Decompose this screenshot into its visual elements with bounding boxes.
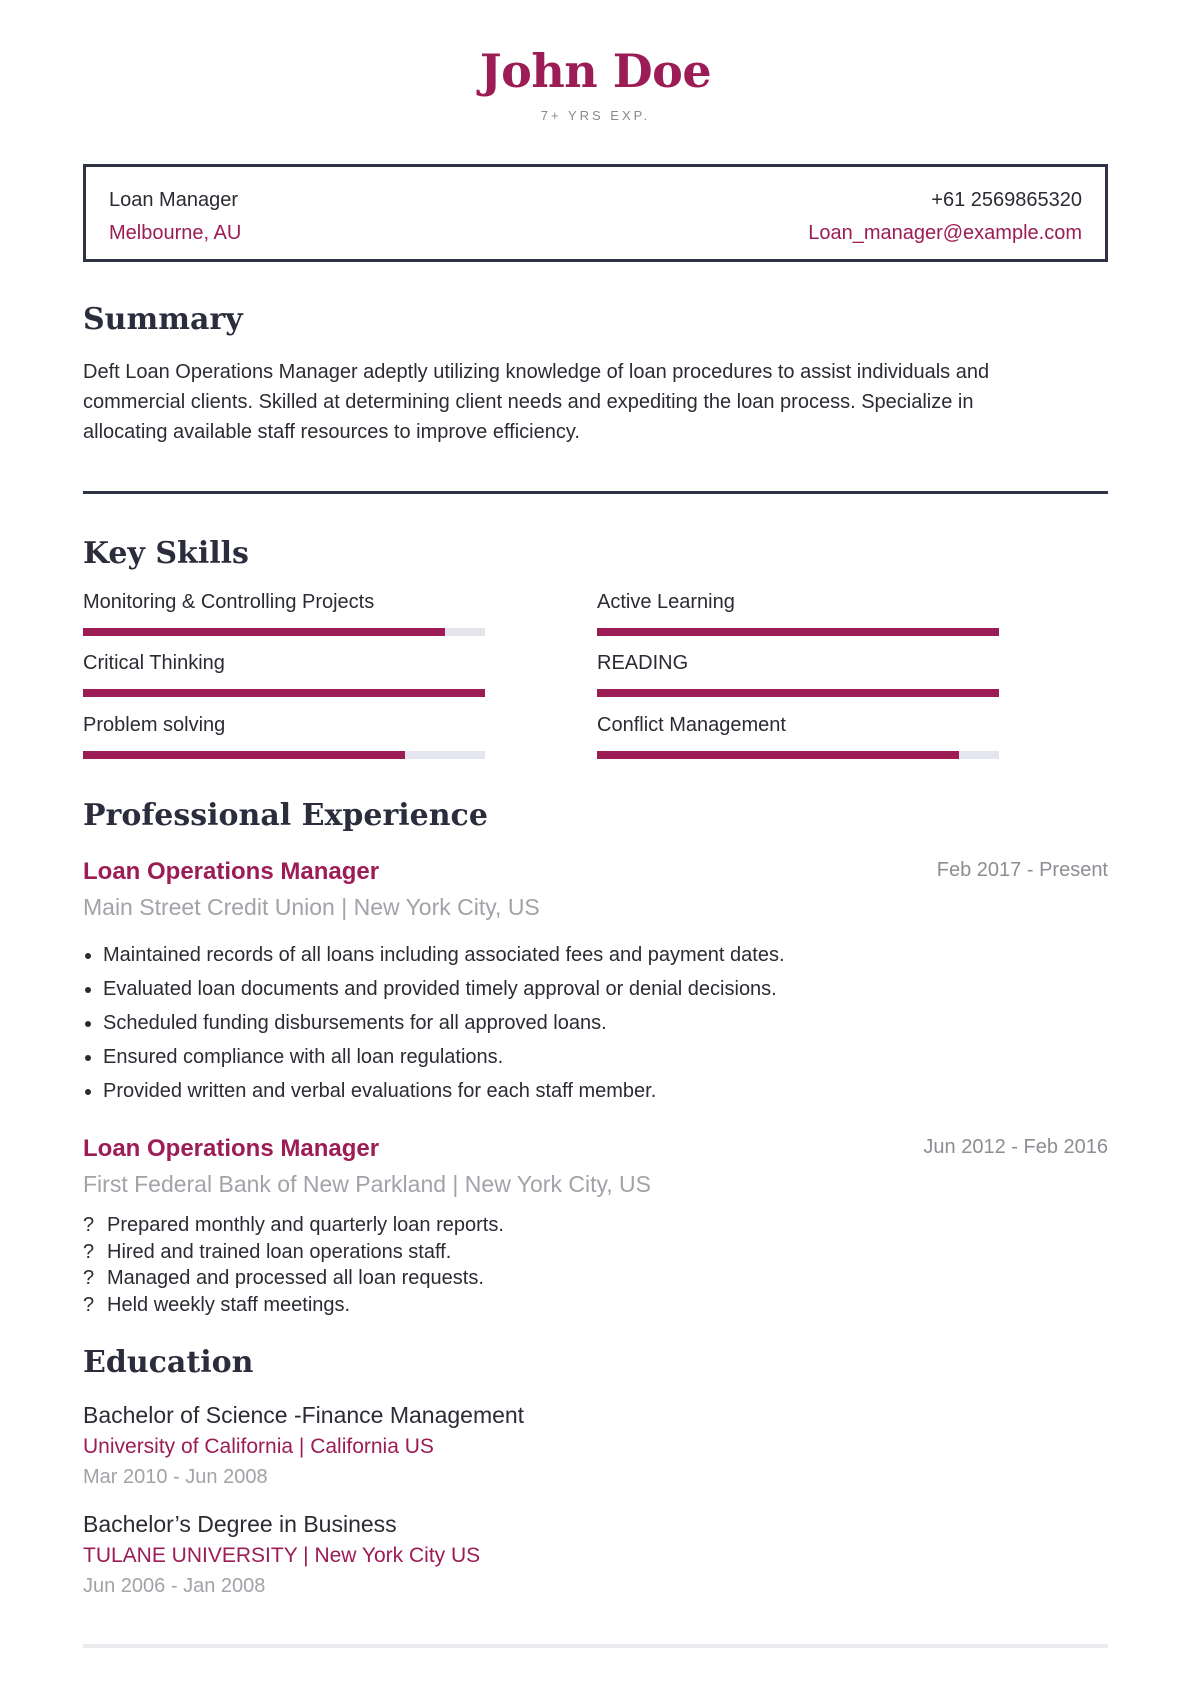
- list-item-text: Managed and processed all loan requests.: [107, 1267, 484, 1289]
- skill-bar: [597, 689, 999, 697]
- list-item: Ensured compliance with all loan regulations.: [83, 1040, 785, 1074]
- bullet-marker: ?: [83, 1214, 95, 1236]
- skill-bar-fill: [597, 628, 999, 636]
- skill-label: Conflict Management: [597, 714, 786, 736]
- job-dates: Jun 2012 - Feb 2016: [923, 1136, 1108, 1158]
- edu-degree: Bachelor’s Degree in Business: [83, 1511, 397, 1537]
- skill-bar: [83, 689, 485, 697]
- list-item: [83, 1292, 504, 1319]
- skill-item: [597, 591, 999, 621]
- list-item-text: Prepared monthly and quarterly loan reports.: [107, 1214, 504, 1236]
- section-divider: [83, 491, 1108, 494]
- skill-bar-fill: [83, 628, 445, 636]
- skill-label: Critical Thinking: [83, 652, 225, 674]
- list-item: Maintained records of all loans including associated fees and payment dates.: [83, 938, 785, 972]
- contact-box: [83, 164, 1108, 262]
- skill-label: READING: [597, 652, 689, 674]
- skill-item: [597, 652, 999, 682]
- skill-item: [83, 714, 485, 744]
- edu-dates: Jun 2006 - Jan 2008: [83, 1575, 266, 1597]
- job-company: First Federal Bank of New Parkland | New York City, US: [83, 1171, 651, 1197]
- job-bullet-list: [83, 1212, 504, 1318]
- skill-item: [597, 714, 999, 744]
- edu-school: TULANE UNIVERSITY | New York City US: [83, 1544, 481, 1567]
- bullet-marker: ?: [83, 1240, 95, 1263]
- skill-label: Monitoring & Controlling Projects: [83, 591, 375, 613]
- skill-bar-fill: [597, 689, 999, 697]
- summary-heading: Summary: [83, 302, 243, 337]
- location: Melbourne, AU: [109, 222, 242, 244]
- skill-label: Problem solving: [83, 714, 226, 736]
- skill-bar-fill: [83, 689, 485, 697]
- list-item: Scheduled funding disbursements for all approved loans.: [83, 1006, 785, 1040]
- list-item: Evaluated loan documents and provided timely approval or denial decisions.: [83, 972, 785, 1006]
- skill-item: [83, 652, 485, 682]
- skill-bar: [83, 628, 485, 636]
- skill-bar-fill: [597, 751, 959, 759]
- phone-number[interactable]: +61 2569865320: [931, 189, 1082, 211]
- list-item-text: Hired and trained loan operations staff.: [107, 1240, 452, 1263]
- footer-divider: [83, 1644, 1108, 1648]
- summary-text: Deft Loan Operations Manager adeptly utilizing knowledge of loan procedures to assist individuals and commercial clients. Skilled at determining client needs and expediting the loan process. Specialize in allocating available staff resources to improve efficiency.: [83, 361, 990, 443]
- bullet-marker: ?: [83, 1267, 95, 1289]
- skill-bar: [597, 628, 999, 636]
- skill-bar-fill: [83, 751, 405, 759]
- skill-item: [83, 591, 485, 621]
- skills-heading: Key Skills: [83, 536, 249, 571]
- list-item-text: Held weekly staff meetings.: [107, 1293, 351, 1316]
- job-dates: Feb 2017 - Present: [936, 859, 1108, 881]
- job-role: Loan Manager: [109, 189, 238, 211]
- skill-bar: [83, 751, 485, 759]
- job-company: Main Street Credit Union | New York City, US: [83, 894, 540, 920]
- job-bullet-list: [83, 938, 785, 1108]
- bullet-marker: ?: [83, 1293, 95, 1316]
- edu-degree: Bachelor of Science -Finance Management: [83, 1402, 525, 1428]
- list-item: Provided written and verbal evaluations for each staff member.: [83, 1074, 785, 1108]
- experience-heading: Professional Experience: [83, 798, 488, 833]
- edu-dates: Mar 2010 - Jun 2008: [83, 1466, 268, 1488]
- skill-bar: [597, 751, 999, 759]
- email-link[interactable]: Loan_manager@example.com: [808, 222, 1082, 244]
- education-heading: Education: [83, 1345, 254, 1380]
- job-title: Loan Operations Manager: [83, 858, 380, 885]
- list-item: [83, 1212, 504, 1239]
- list-item: [83, 1239, 504, 1266]
- list-item: [83, 1265, 504, 1292]
- edu-school: University of California | California US: [83, 1435, 434, 1458]
- job-title: Loan Operations Manager: [83, 1135, 380, 1162]
- skill-label: Active Learning: [597, 591, 735, 613]
- candidate-name: John Doe: [479, 44, 712, 98]
- experience-years: 7+ YRS EXP.: [540, 108, 651, 123]
